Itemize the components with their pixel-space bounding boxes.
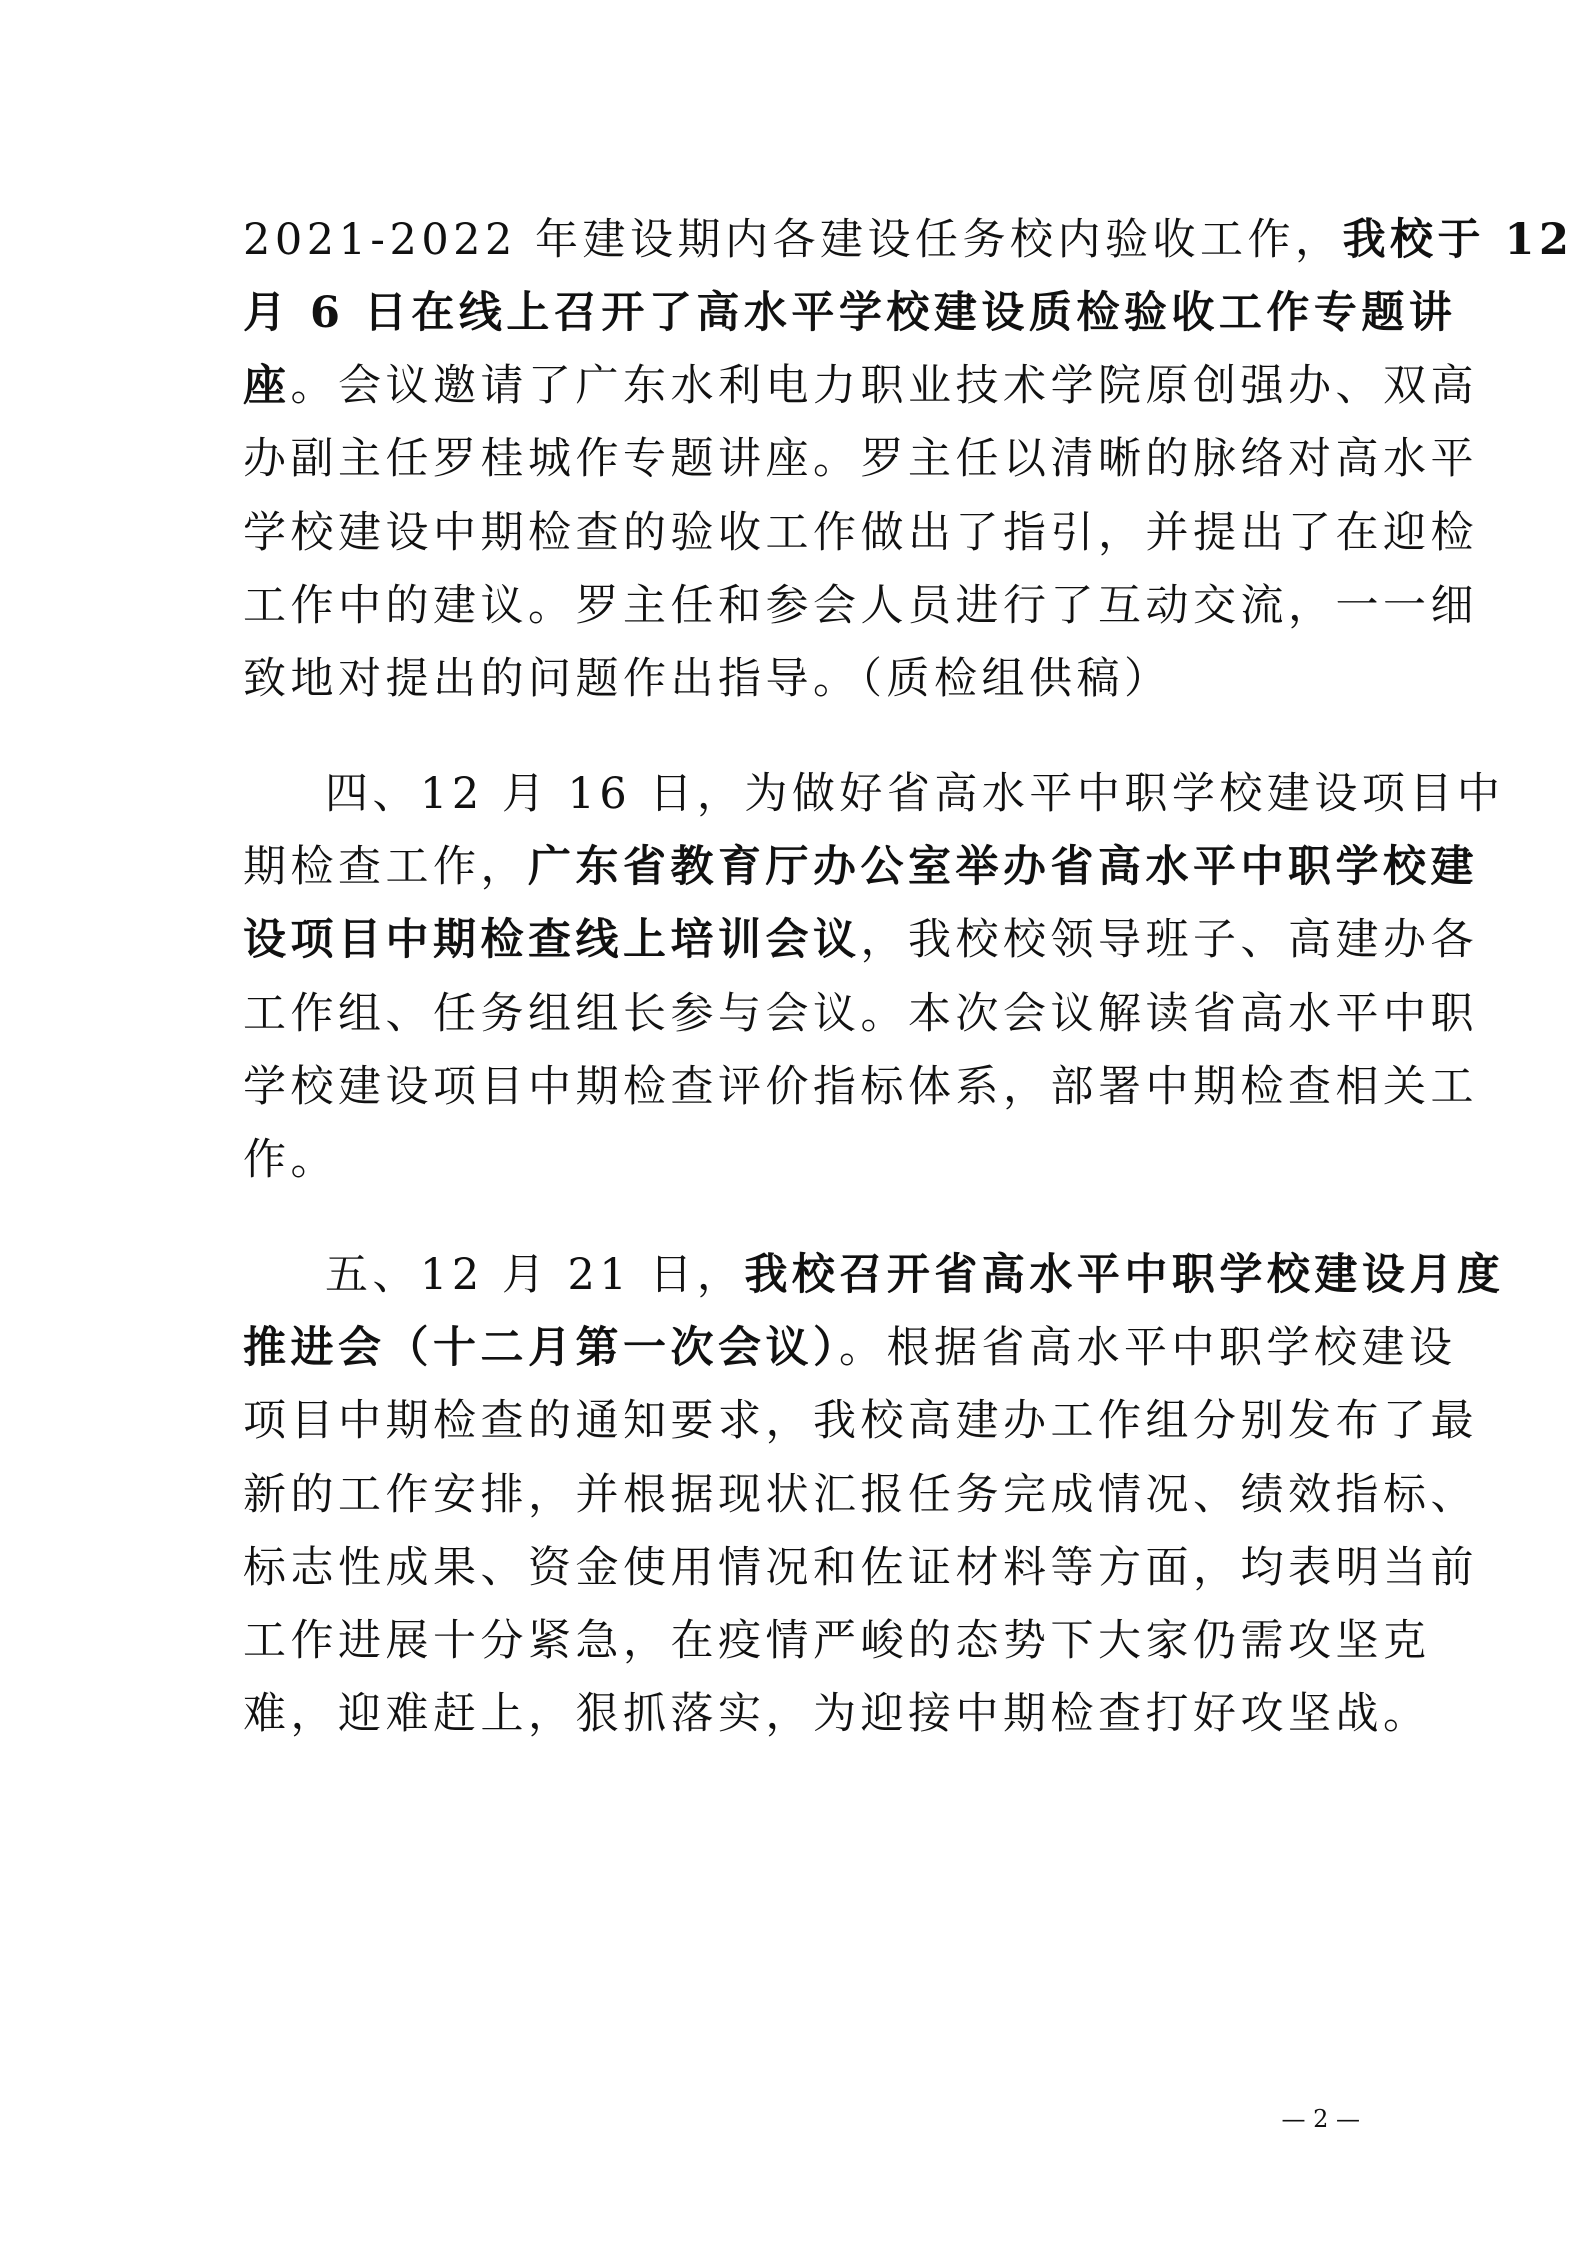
page-number: — 2 — xyxy=(1281,2105,1360,2133)
paragraph-1-line-2: 月 6 日在线上召开了高水平学校建设质检验收工作专题讲 xyxy=(243,288,1457,338)
paragraph-2-line-1: 四、12 月 16 日，为做好省高水平中职学校建设项目中 xyxy=(325,769,1505,819)
bold-text-run: 座 xyxy=(243,361,291,411)
paragraph-1-line-5: 学校建设中期检查的验收工作做出了指引，并提出了在迎检 xyxy=(243,508,1478,558)
bold-text-run: 广东省教育厅办公室举办省高水平中职学校建 xyxy=(528,842,1478,892)
paragraph-3-line-4: 新的工作安排，并根据现状汇报任务完成情况、绩效指标、 xyxy=(243,1470,1478,1520)
paragraph-3-line-6: 工作进展十分紧急，在疫情严峻的态势下大家仍需攻坚克 xyxy=(243,1616,1431,1666)
bold-text-run: 设项目中期检查线上培训会议 xyxy=(243,915,861,965)
text-run: 2021-2022 年建设期内各建设任务校内验收工作， xyxy=(243,215,1343,265)
paragraph-1-line-7: 致地对提出的问题作出指导。（质检组供稿） xyxy=(243,654,1172,704)
paragraph-2-line-4: 工作组、任务组组长参与会议。本次会议解读省高水平中职 xyxy=(243,989,1478,1039)
text-run: 。会议邀请了广东水利电力职业技术学院原创强办、双高 xyxy=(290,361,1478,411)
bold-text-run: 推进会（十二月第一次会议） xyxy=(243,1323,839,1373)
paragraph-1-line-4: 办副主任罗桂城作专题讲座。罗主任以清晰的脉络对高水平 xyxy=(243,434,1478,484)
text-run: 。根据省高水平中职学校建设 xyxy=(839,1323,1457,1373)
paragraph-1-line-6: 工作中的建议。罗主任和参会人员进行了互动交流，一一细 xyxy=(243,581,1478,631)
paragraph-3-line-1 xyxy=(325,1239,1505,1311)
text-run: 五、12 月 21 日， xyxy=(325,1250,745,1300)
paragraph-2-line-3 xyxy=(243,904,1478,976)
text-run: ，我校校领导班子、高建办各 xyxy=(860,915,1478,965)
paragraph-1-line-1 xyxy=(243,204,1574,276)
paragraph-2-line-6: 作。 xyxy=(243,1135,338,1185)
paragraph-1-line-3 xyxy=(243,350,1478,422)
bold-text-run: 我校于 12 xyxy=(1342,215,1574,265)
paragraph-2-line-5: 学校建设项目中期检查评价指标体系，部署中期检查相关工 xyxy=(243,1062,1478,1112)
paragraph-3-line-5: 标志性成果、资金使用情况和佐证材料等方面，均表明当前 xyxy=(243,1543,1478,1593)
bold-text-run: 我校召开省高水平中职学校建设月度 xyxy=(744,1250,1505,1300)
paragraph-2-line-2 xyxy=(243,831,1478,903)
paragraph-3-line-7: 难，迎难赶上，狠抓落实，为迎接中期检查打好攻坚战。 xyxy=(243,1689,1431,1739)
paragraph-3-line-3: 项目中期检查的通知要求，我校高建办工作组分别发布了最 xyxy=(243,1396,1478,1446)
paragraph-3-line-2 xyxy=(243,1312,1457,1384)
text-run: 期检查工作， xyxy=(243,842,528,892)
